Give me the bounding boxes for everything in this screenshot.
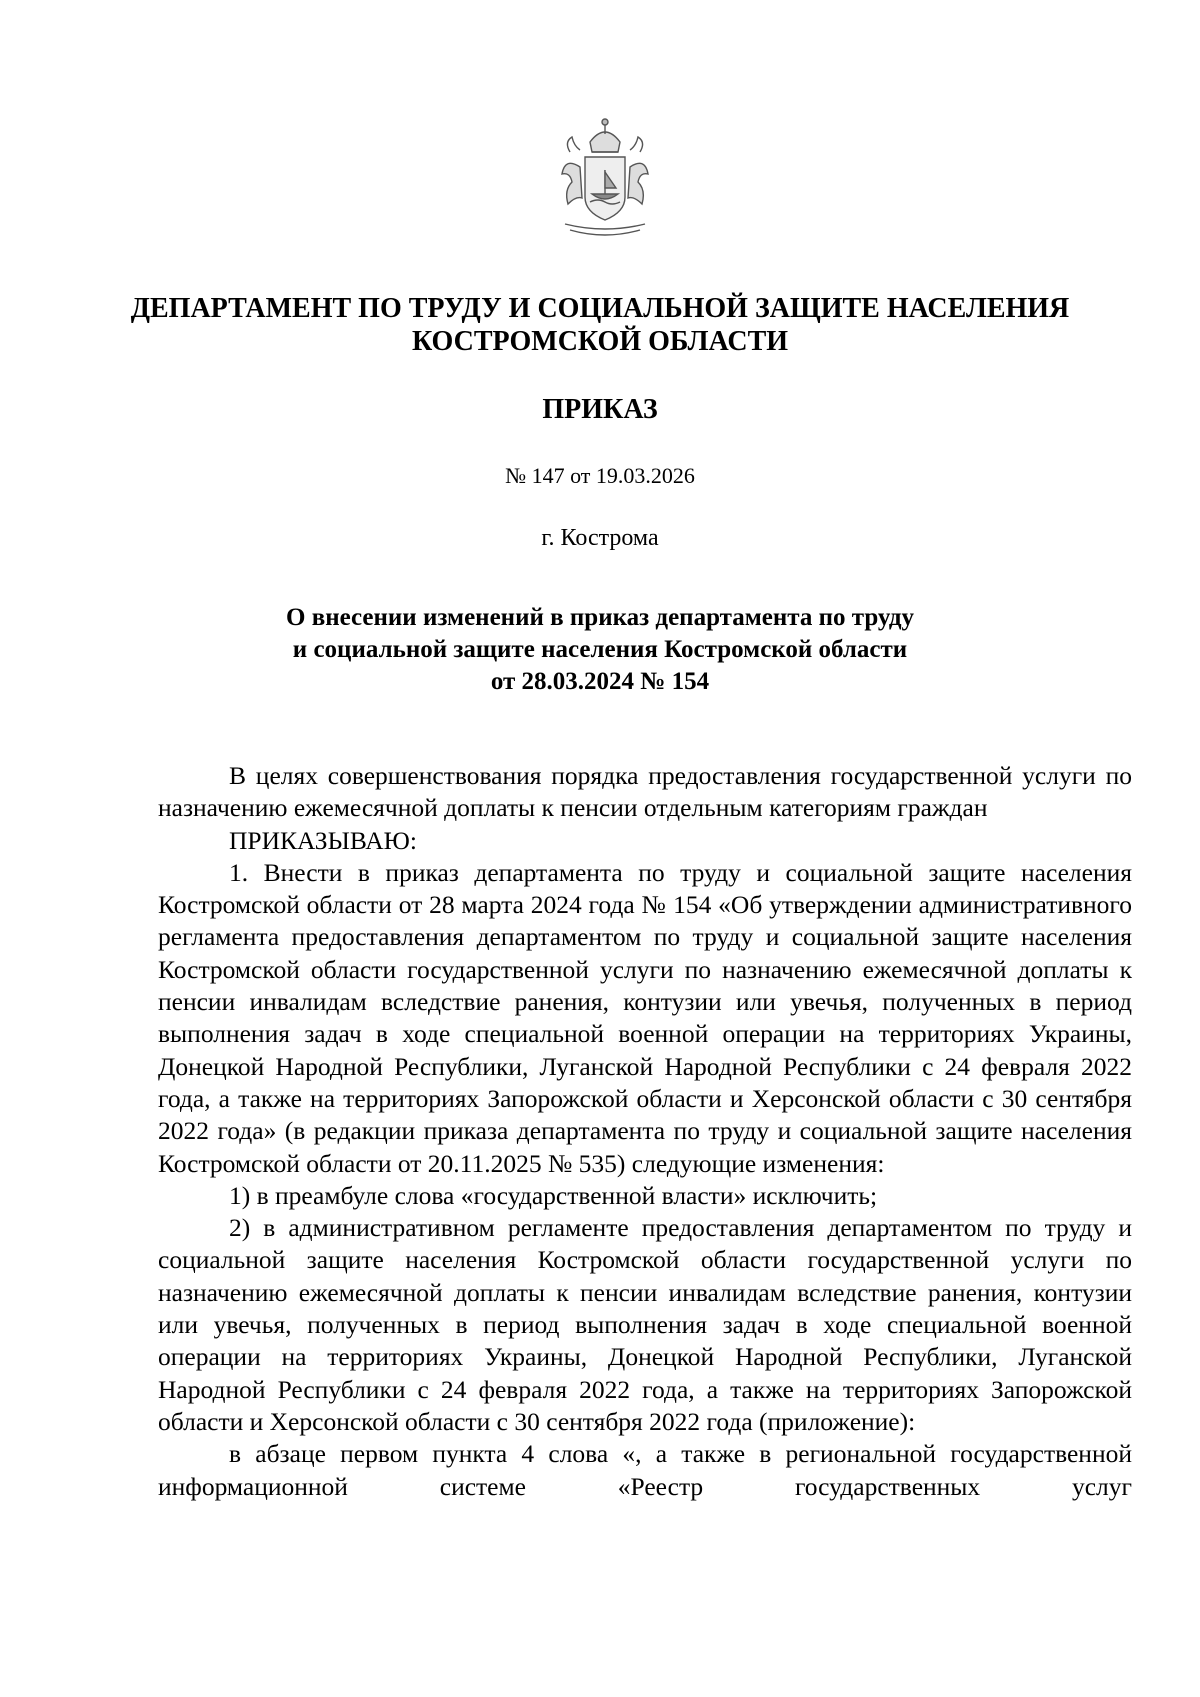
department-name-line1: ДЕПАРТАМЕНТ ПО ТРУДУ И СОЦИАЛЬНОЙ ЗАЩИТЕ НАСЕЛЕНИЯ [130,293,1070,324]
subject-line2: и социальной защите населения Костромской области [292,636,908,663]
subject-line1: О внесении изменений в приказ департамента по труду [286,604,914,631]
order-number-date: № 147 от 19.03.2026 [505,463,695,488]
document-type: ПРИКАЗ [542,394,658,425]
order-body [158,760,1132,1503]
order-subject [150,602,1050,698]
department-name [100,292,1100,358]
subitem-2-paragraph: 2) в административном регламенте предоставления департаментом по труду и социальной защите населения Костромской области государственной услуги по назначению ежемесячной доплаты к пенсии инвалидам вследствие ранения, контузии или увечья, полученных в период выполнения задач в ходе специальной военной операции на территориях Украины, Донецкой Народной Республики, Луганской Народной Республики с 24 февраля 2022 года, а также на территориях Запорожской области и Херсонской области с 30 сентября 2022 года (приложение): [158,1213,1132,1436]
city: г. Кострома [541,525,659,551]
subject-line3: от 28.03.2024 № 154 [490,668,710,695]
coat-of-arms-icon [550,112,660,242]
item-1-paragraph: 1. Внести в приказ департамента по труду и социальной защите населения Костромской области от 28 марта 2024 года № 154 «Об утверждении административного регламента предоставления департаментом по труду и социальной защите населения Костромской области государственной услуги по назначению ежемесячной доплаты к пенсии инвалидам вследствие ранения, контузии или увечья, полученных в период выполнения задач в ходе специальной военной операции на территориях Украины, Донецкой Народной Республики, Луганской Народной Республики с 24 февраля 2022 года, а также на территориях Запорожской области и Херсонской области с 30 сентября 2022 года» (в редакции приказа департамента по труду и социальной защите населения Костромской области от 20.11.2025 № 535) следующие изменения: [158,857,1132,1178]
order-word: ПРИКАЗЫВАЮ: [229,825,417,855]
subitem-2-detail-paragraph: в абзаце первом пункта 4 слова «, а также в региональной государственной информационной системе «Реестр государственных услуг [158,1439,1132,1501]
subitem-1-paragraph: 1) в преамбуле слова «государственной власти» исключить; [229,1180,878,1210]
preamble-paragraph: В целях совершенствования порядка предоставления государственной услуги по назначению ежемесячной доплаты к пенсии отдельным категориям граждан [158,761,1132,823]
department-name-line2: КОСТРОМСКОЙ ОБЛАСТИ [411,326,789,357]
